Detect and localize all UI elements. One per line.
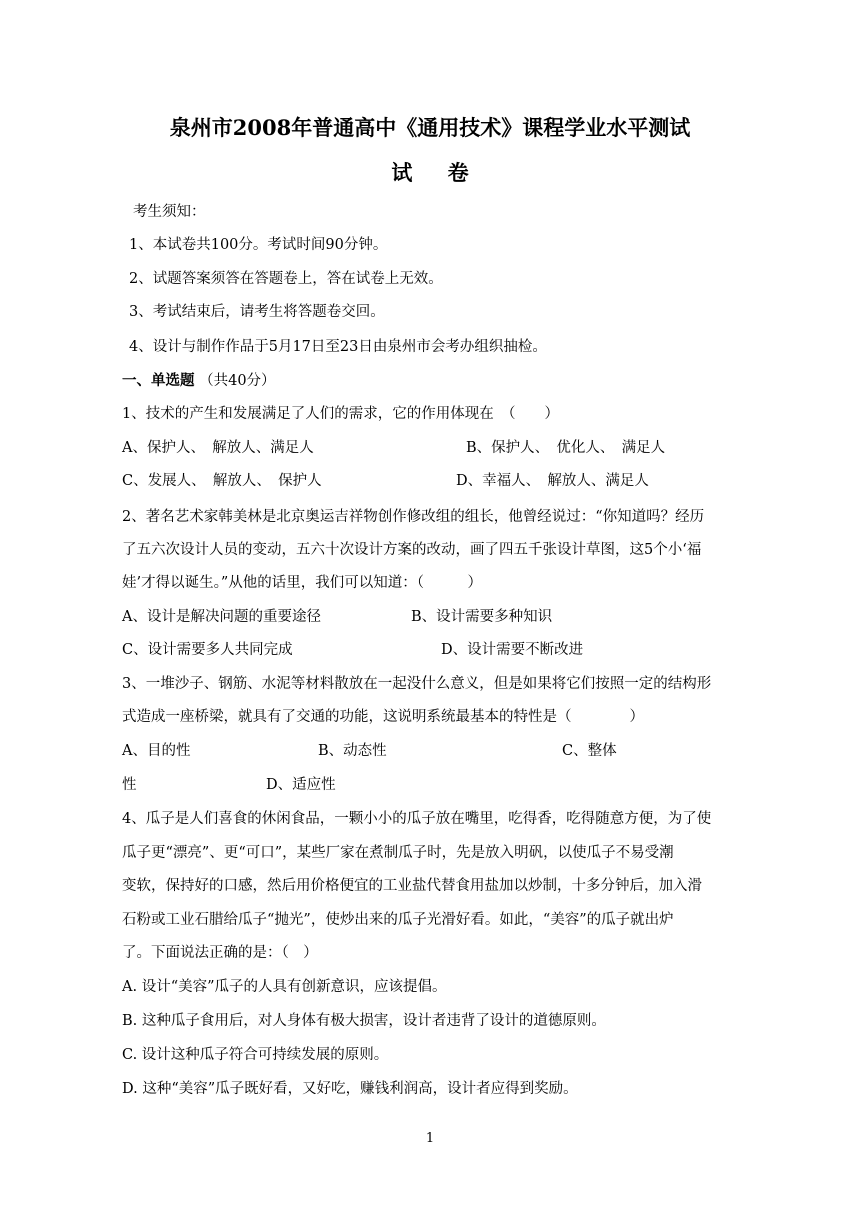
- option-c: C. 设计这种瓜子符合可持续发展的原则。: [122, 1047, 389, 1063]
- option-a: A、设计是解决问题的重要途径: [122, 609, 321, 625]
- option-b: B、保护人、 优化人、 满足人: [466, 440, 666, 456]
- question-stem: 3、一堆沙子、钢筋、水泥等材料散放在一起没什么意义，但是如果将它们按照一定的结构形: [122, 676, 712, 692]
- section-heading: [122, 371, 276, 391]
- question-stem: 2、著名艺术家韩美林是北京奥运吉祥物创作修改组的组长，他曾经说过：“你知道吗？经历: [122, 509, 705, 525]
- option-a: A. 设计“美容”瓜子的人具有创新意识，应该提倡。: [122, 979, 447, 995]
- page-number: 1: [425, 1131, 435, 1146]
- question-stem: 瓜子更“漂亮”、更“可口”，某些厂家在煮制瓜子时，先是放入明矾，以使瓜子不易受潮: [122, 845, 674, 861]
- question-stem: 1、技术的产生和发展满足了人们的需求，它的作用体现在 （ ）: [122, 406, 559, 422]
- option-d: D、适应性: [266, 777, 336, 793]
- question-stem: 4、瓜子是人们喜食的休闲食品，一颗小小的瓜子放在嘴里，吃得香，吃得随意方便，为了使: [122, 811, 712, 827]
- option-a: A、目的性: [122, 743, 191, 759]
- option-b: B. 这种瓜子食用后，对人身体有极大损害，设计者违背了设计的道德原则。: [122, 1013, 606, 1029]
- question-stem: 娃’才得以诞生。”从他的话里，我们可以知道：（ ）: [122, 575, 483, 591]
- option-c-wrap: 性: [122, 777, 137, 793]
- section-note: （共40分）: [199, 373, 276, 389]
- notice-item: 3、考试结束后，请考生将答题卷交回。: [129, 304, 385, 320]
- option-d: D. 这种“美容”瓜子既好看，又好吃，赚钱利润高，设计者应得到奖励。: [122, 1081, 578, 1097]
- option-b: B、设计需要多种知识: [411, 609, 553, 625]
- notice-item: 4、设计与制作作品于5月17日至23日由泉州市会考办组织抽检。: [129, 339, 547, 355]
- option-d: D、幸福人、 解放人、满足人: [456, 473, 649, 489]
- option-b: B、动态性: [318, 743, 387, 759]
- notice-heading: 考生须知：: [133, 204, 206, 220]
- notice-item: 2、试题答案须答在答题卷上，答在试卷上无效。: [129, 271, 443, 287]
- question-stem: 了五六次设计人员的变动，五六十次设计方案的改动，画了四五千张设计草图，这5个小‘福: [122, 542, 702, 558]
- question-stem: 石粉或工业石腊给瓜子“抛光”，使炒出来的瓜子光滑好看。如此，“美容”的瓜子就出炉: [122, 912, 674, 928]
- option-c: C、设计需要多人共同完成: [122, 642, 293, 658]
- option-d: D、设计需要不断改进: [441, 642, 584, 658]
- option-c: C、发展人、 解放人、 保护人: [122, 473, 322, 489]
- question-stem: 式造成一座桥梁，就具有了交通的功能，这说明系统最基本的特性是（ ）: [122, 709, 644, 725]
- exam-subtitle: 试 卷: [391, 160, 483, 185]
- option-c: C、整体: [562, 743, 617, 759]
- section-label: 一、单选题: [122, 372, 195, 389]
- question-stem: 了。下面说法正确的是：（ ）: [122, 945, 318, 961]
- notice-item: 1、本试卷共100分。考试时间90分钟。: [129, 237, 388, 253]
- question-stem: 变软，保持好的口感，然后用价格便宜的工业盐代替食用盐加以炒制，十多分钟后，加入滑: [122, 878, 702, 894]
- exam-title: 泉州市2008年普通高中《通用技术》课程学业水平测试: [169, 115, 691, 140]
- option-a: A、保护人、 解放人、满足人: [122, 440, 314, 456]
